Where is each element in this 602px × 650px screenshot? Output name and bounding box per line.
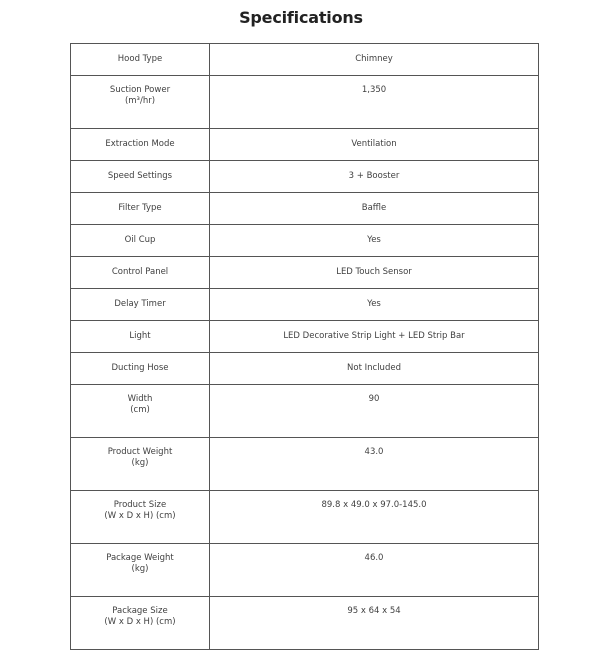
spec-label-unit: (W x D x H) (cm)	[104, 511, 176, 521]
spec-value-speed-settings: 3 + Booster	[210, 161, 539, 193]
spec-label-control-panel: Control Panel	[71, 257, 210, 289]
spec-label-delay-timer: Delay Timer	[71, 289, 210, 321]
spec-label-text: Product Weight	[107, 447, 173, 457]
spec-value-filter-type: Baffle	[210, 193, 539, 225]
spec-label-unit: (kg)	[131, 564, 149, 574]
specifications-table	[70, 43, 539, 650]
spec-value-extraction-mode: Ventilation	[210, 129, 539, 161]
spec-value-oil-cup: Yes	[210, 225, 539, 257]
spec-label-product-size	[71, 491, 210, 544]
spec-value-control-panel: LED Touch Sensor	[210, 257, 539, 289]
spec-value-product-size: 89.8 x 49.0 x 97.0-145.0	[210, 491, 539, 544]
spec-label-text: Package Weight	[106, 553, 174, 563]
table-row	[71, 353, 539, 385]
spec-value-suction-power: 1,350	[210, 76, 539, 129]
spec-value-width: 90	[210, 385, 539, 438]
spec-label-width	[71, 385, 210, 438]
spec-label-text: Product Size	[113, 500, 167, 510]
spec-value-hood-type: Chimney	[210, 44, 539, 76]
spec-label-unit: (kg)	[131, 458, 149, 468]
spec-value-light: LED Decorative Strip Light + LED Strip Bar	[210, 321, 539, 353]
spec-label-product-weight	[71, 438, 210, 491]
table-row	[71, 289, 539, 321]
table-row	[71, 225, 539, 257]
spec-value-delay-timer: Yes	[210, 289, 539, 321]
table-row	[71, 438, 539, 491]
spec-label-package-size	[71, 597, 210, 650]
table-row	[71, 161, 539, 193]
spec-label-unit: (cm)	[130, 405, 150, 415]
spec-label-text: Package Size	[112, 606, 168, 616]
table-row	[71, 597, 539, 650]
table-row	[71, 44, 539, 76]
table-row	[71, 193, 539, 225]
spec-value-package-size: 95 x 64 x 54	[210, 597, 539, 650]
spec-label-filter-type: Filter Type	[71, 193, 210, 225]
spec-label-oil-cup: Oil Cup	[71, 225, 210, 257]
table-row	[71, 491, 539, 544]
page-title: Specifications	[239, 8, 363, 27]
spec-label-light: Light	[71, 321, 210, 353]
table-row	[71, 321, 539, 353]
table-row	[71, 385, 539, 438]
spec-label-text: Suction Power	[109, 85, 171, 95]
spec-label-speed-settings: Speed Settings	[71, 161, 210, 193]
table-row	[71, 76, 539, 129]
table-row	[71, 129, 539, 161]
spec-label-extraction-mode: Extraction Mode	[71, 129, 210, 161]
spec-value-package-weight: 46.0	[210, 544, 539, 597]
spec-label-suction-power	[71, 76, 210, 129]
spec-label-text: Width	[127, 394, 153, 404]
spec-label-ducting-hose: Ducting Hose	[71, 353, 210, 385]
spec-label-hood-type: Hood Type	[71, 44, 210, 76]
spec-label-package-weight	[71, 544, 210, 597]
spec-label-unit: (W x D x H) (cm)	[104, 617, 176, 627]
spec-value-product-weight: 43.0	[210, 438, 539, 491]
table-row	[71, 257, 539, 289]
table-row	[71, 544, 539, 597]
spec-label-unit: (m³/hr)	[124, 96, 156, 106]
spec-value-ducting-hose: Not Included	[210, 353, 539, 385]
